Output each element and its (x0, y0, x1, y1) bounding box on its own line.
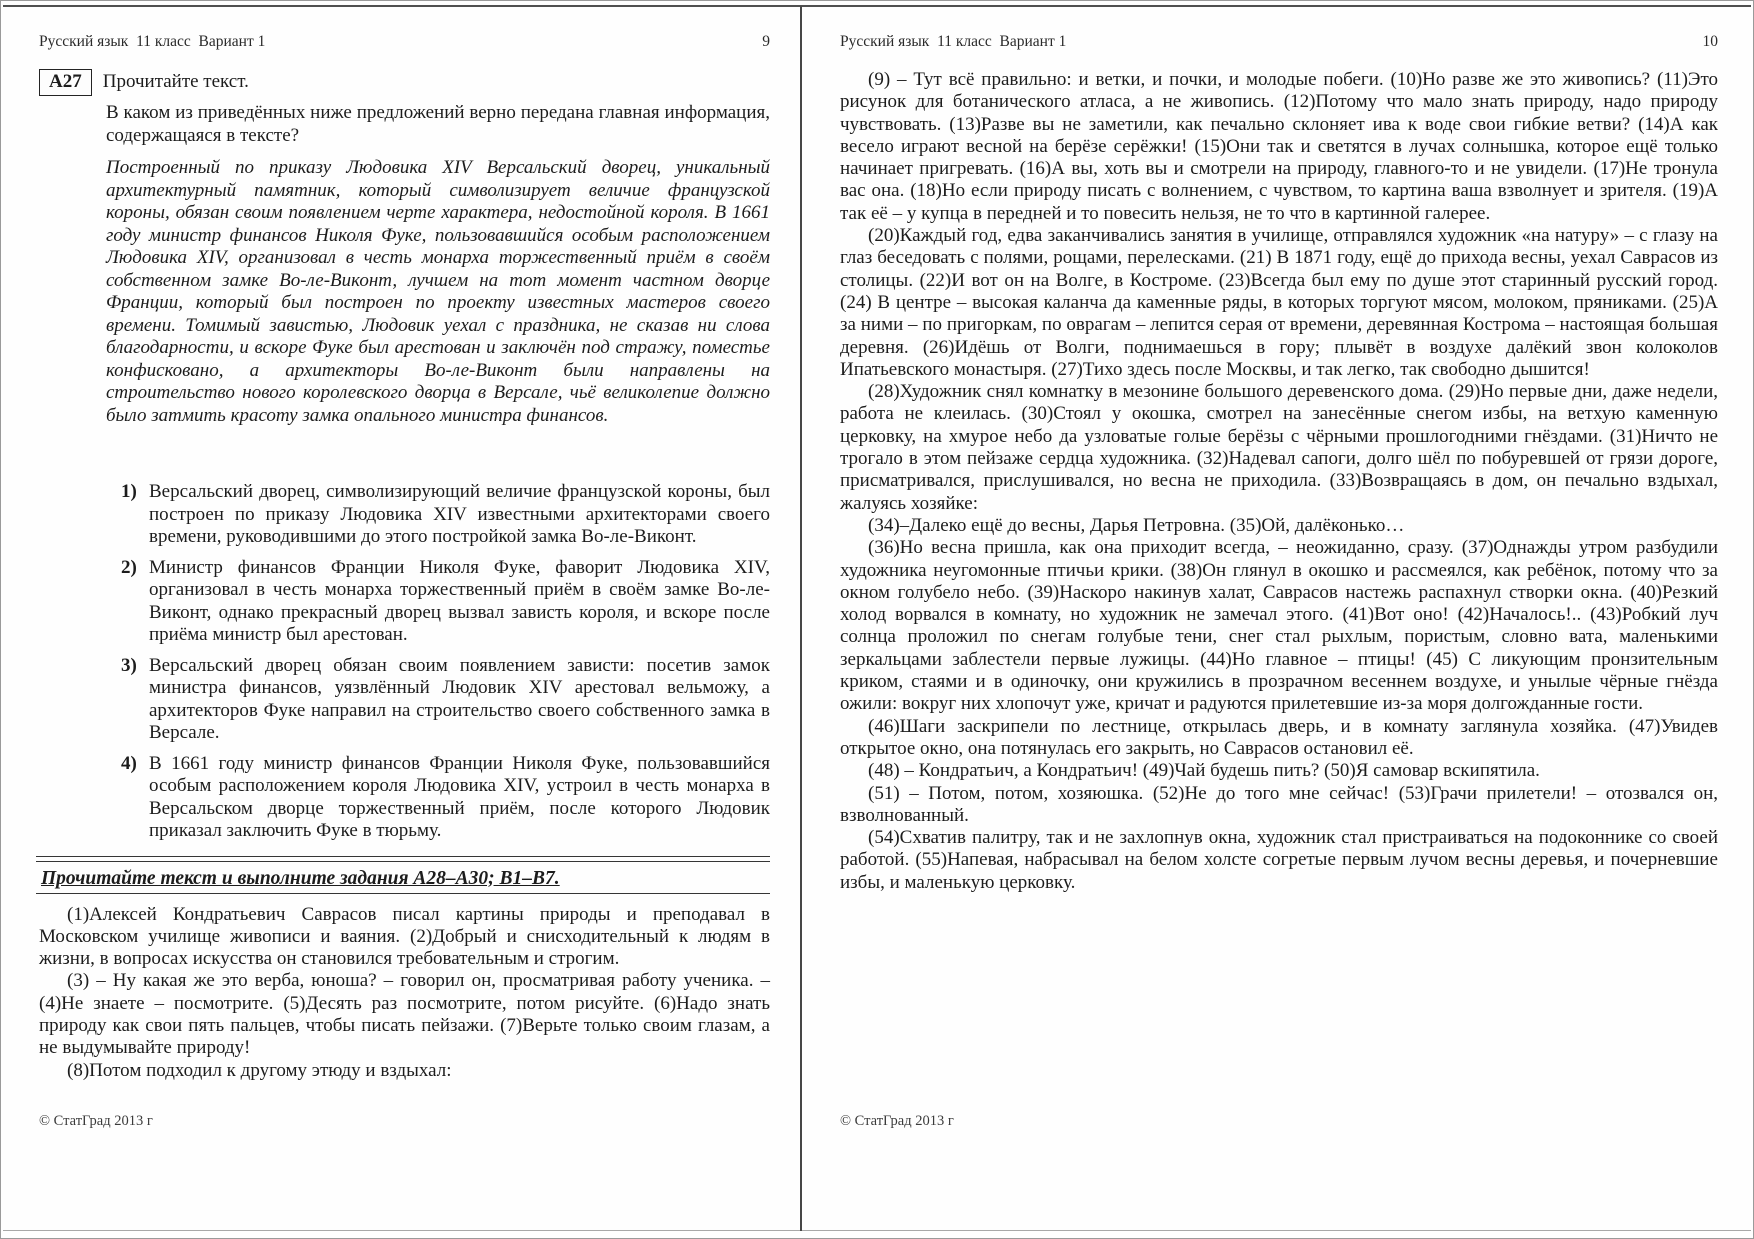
option-text: В 1661 году министр финансов Франции Николя Фуке, пользовавшийся особым расположением короля Людовика XIV, устроил в честь монарха в Версальском дворце торжественный приём, после которого Людовик приказал заключить Фуке в тюрьму. (149, 752, 770, 841)
answer-option-4 (121, 753, 770, 843)
page-header (840, 33, 1718, 51)
text-paragraph: (54)Схватив палитру, так и не захлопнув окна, художник стал пристраиваться на подоконнике со своей работой. (55)Напевая, набрасывал на белом холсте согретые первым лучом весны деревья, и почерневшие избы, и маленькую церковку. (840, 827, 1718, 893)
text-paragraph: (28)Художник снял комнатку в мезонине большого деревенского дома. (29)Но первые дни, даже недели, работа не клеилась. (30)Стоял у окошка, смотрел на занесённые снегом избы, на ветхую каменную церковку, на хмурое небо да узловатые голые берёзы с чёрными прошлогодними гнёздами. (31)Ничто не трогало в этом пейзаже сердца художника. (32)Надевал сапоги, долго шёл по побуревшей от грязи дороге, присматривался, прислушивался, но весна не приходила. (33)Возвращаясь в дом, он печально вздыхал, жалуясь хозяйке: (840, 381, 1718, 514)
text-paragraph: (20)Каждый год, едва заканчивались занятия в училище, отправлялся художник «на натуру» – с глазу на глаз беседовать с полями, рощами, перелесками. (21) В 1871 году, ещё до прихода весны, уехал Саврасов из столицы. (22)И вот он на Волге, в Костроме. (23)Всегда был ему по душе этот старинный русский город. (24) В центре – высокая каланча да каменные ряды, в которых торгуют мясом, молоком, пряниками. (25)А за ними – по пригоркам, по оврагам – лепится серая от времени, деревянная Кострома – настоящая большая деревня. (26)Идёшь от Волги, поднимаешься в гору; плывёт в воздухе далёкий звон колоколов Ипатьевского монастыря. (27)Тихо здесь после Москвы, и так легко, так свободно дышится! (840, 225, 1718, 380)
page-9 (1, 7, 800, 1232)
page-header (39, 33, 770, 51)
page-number: 9 (762, 33, 770, 50)
text-paragraph: (51) – Потом, потом, хозяюшка. (52)Не до того мне сейчас! (53)Грачи прилетели! – отозвался он, взволнованный. (840, 782, 1718, 826)
option-number: 2) (121, 556, 137, 578)
page-footer: © СтатГрад 2013 г (39, 1113, 153, 1129)
text-paragraph: (1)Алексей Кондратьевич Саврасов писал картины природы и преподавал в Московском училище живописи и ваяния. (2)Добрый и снисходительный к людям в жизни, в вопросах искусства он становился требовательным и строгим. (39, 903, 770, 970)
task-question: В каком из приведённых ниже предложений верно передана главная информация, содержащаяся в тексте? (106, 102, 770, 146)
option-number: 4) (121, 752, 137, 774)
option-text: Версальский дворец обязан своим появлением зависти: посетив замок министра финансов, уязвлённый Людовик XIV арестовал вельможу, а архитекторов Фуке направил на строительство своего собственного замка в Версале. (149, 654, 770, 743)
section-rule-top (36, 856, 770, 862)
running-title: Русский язык 11 класс Вариант 1 (840, 33, 1067, 50)
text-paragraph: (3) – Ну какая же это верба, юноша? – говорил он, просматривая работу ученика. – (4)Не знаете – посмотрите. (5)Десять раз посмотрите, потом рисуйте. (6)Надо знать природу как свои пять пальцев, чтобы писать пейзажи. (7)Верьте только своим глазам, а не выдумывайте природу! (39, 970, 770, 1059)
text-paragraph: (36)Но весна пришла, как она приходит всегда, – неожиданно, сразу. (37)Однажды утром разбудили художника неугомонные птичьи крики. (38)Он глянул в окошко и рассмеялся, как ребёнок, потому что за окном голубело небо. (39)Наскоро накинув халат, Саврасов настежь распахнул створки окна. (40)Резкий холод ворвался в комнату, но художник не замечал этого. (41)Вот оно! (42)Началось!.. (43)Робкий луч солнца проложил по снегам голубые тени, снег стал рыхлым, пористым, словно вата, маленькими зеркальцами заблестели первые лужицы. (44)Но главное – птицы! (45) С ликующим пронзительным криком, стаями и в одиночку, они кружились в прозрачном весеннем воздухе, и унылые чёрные гнёзда ожили: вокруг них хлопочут уже, кричат и радуются прилетевшие из-за моря долгожданные гости. (840, 537, 1718, 715)
option-number: 3) (121, 654, 137, 676)
page-10 (802, 7, 1753, 1232)
text-paragraph: (46)Шаги заскрипели по лестнице, открылась дверь, и в комнату заглянула хозяйка. (47)Увидев открытое окно, она потянулась его закрыть, но Саврасов остановил её. (840, 715, 1718, 759)
text-paragraph: (9) – Тут всё правильно: и ветки, и почки, и молодые побеги. (10)Но разве же это живопись? (11)Это рисунок для ботанического атласа, а не живопись. (12)Потому что мало знать природу, надо природу чувствовать. (13)Разве вы не заметили, как печально склоняет ива к воде свои гибкие ветви? (14)А как весело играют весной на берёзе серёжки! (15)Они так и светятся в лучах солнышка, которое ещё только начинает пригревать. (16)А вы, хоть вы и смотрели на природу, главного-то и не увидели. (17)Не тронула вас она. (18)Но если природу писать с волнением, с чувством, то картина ваша взволнует и зрителя. (19)А так её – у купца в передней и то повесить нельзя, не то что в картинной галерее. (840, 69, 1718, 224)
task-a27-label: А27 (39, 69, 92, 96)
option-number: 1) (121, 481, 137, 502)
section-heading: Прочитайте текст и выполните задания А28–А30; В1–В7. (41, 867, 560, 889)
answer-option-1 (121, 481, 770, 549)
answer-options (39, 481, 770, 843)
page-footer: © СтатГрад 2013 г (840, 1113, 954, 1129)
text-paragraph: (8)Потом подходил к другому этюду и вздыхал: (67, 1059, 452, 1081)
task-passage: Построенный по приказу Людовика XIV Версальский дворец, уникальный архитектурный памятник, который символизирует величие французской короны, обязан своим появлением черте характера, недостойной короля. В 1661 году министр финансов Николя Фуке, пользовавшийся особым расположением Людовика XIV, организовал в честь монарха торжественный приём в своём собственном замке Во-ле-Виконт, лучшем на тот момент частном дворце Франции, который был построен по проекту известных мастеров своего времени. Томимый завистью, Людовик уехал с праздника, не сказав ни слова благодарности, и вскоре Фуке был арестован и заключён под стражу, поместье конфисковано, а архитекторы Во-ле-Виконт были направлены на строительство нового королевского дворца в Версале, чьё великолепие должно было затмить красоту замка опального министра финансов. (106, 157, 770, 426)
text-paragraph: (34)–Далеко ещё до весны, Дарья Петровна. (35)Ой, далёконько… (868, 514, 1405, 536)
answer-option-2 (121, 557, 770, 647)
task-instruction: Прочитайте текст. (102, 71, 249, 92)
option-text: Министр финансов Франции Николя Фуке, фаворит Людовика XIV, организовал в честь монарха торжественный приём в своём замке Во-ле-Виконт, однако прекрасный дворец вызвал зависть короля, и вскоре после приёма министр был арестован. (149, 556, 770, 645)
option-text: Версальский дворец, символизирующий величие французской короны, был построен по приказу Людовика XIV известными архитекторами своего времени, руководившими до этого постройкой замка Во-ле-Виконт. (149, 481, 770, 547)
page-number: 10 (1702, 33, 1718, 50)
answer-option-3 (121, 655, 770, 745)
section-rule-bottom (36, 893, 770, 894)
text-paragraph: (48) – Кондратьич, а Кондратьич! (49)Чай будешь пить? (50)Я самовар вскипятила. (868, 760, 1540, 782)
running-title: Русский язык 11 класс Вариант 1 (39, 33, 266, 50)
task-a27-row (39, 69, 770, 96)
